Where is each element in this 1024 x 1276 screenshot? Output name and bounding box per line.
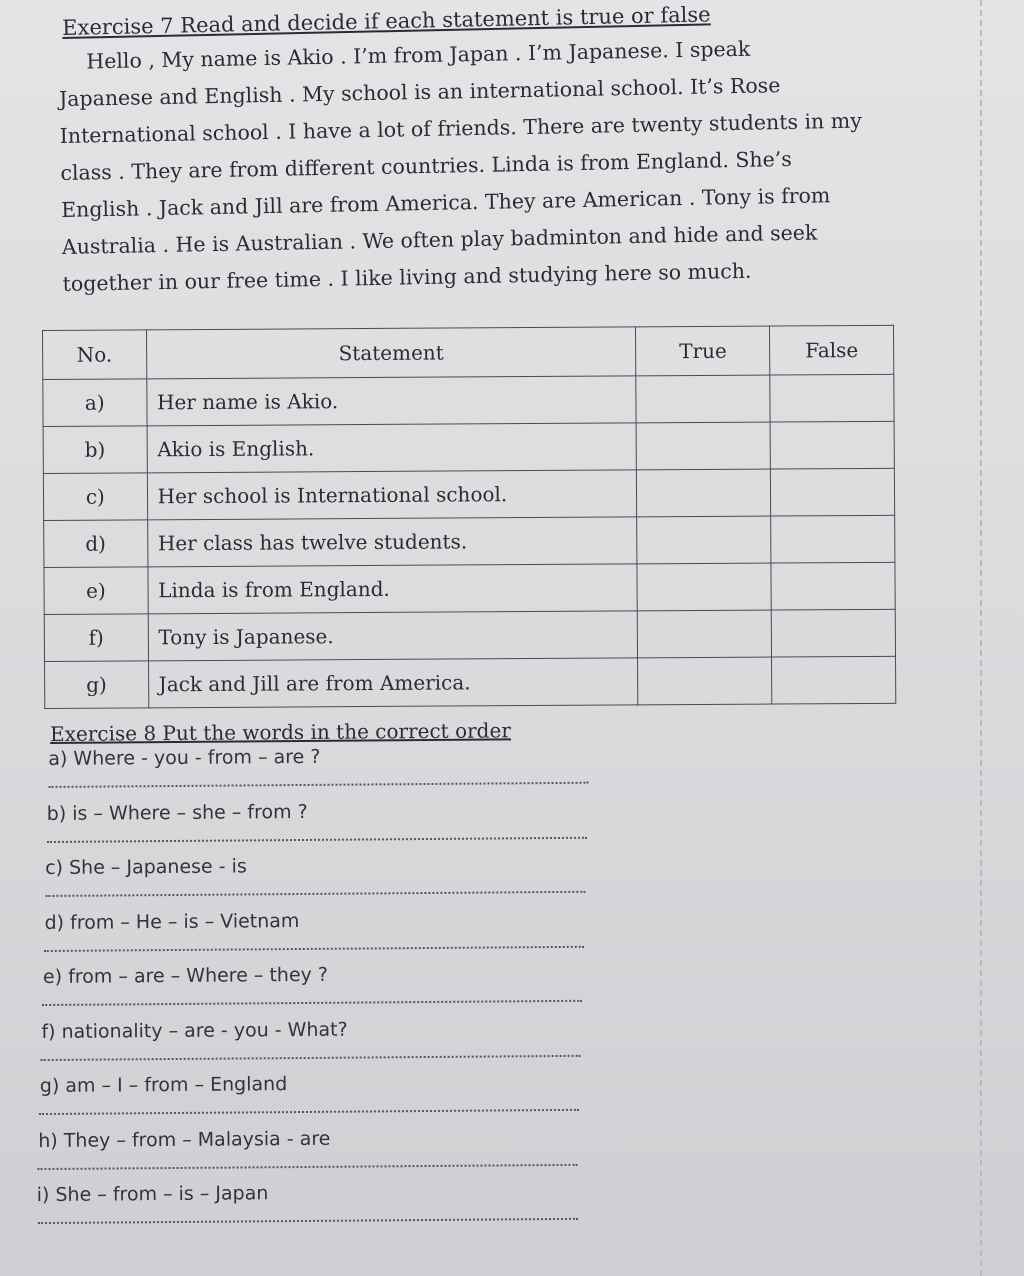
passage-line: Japanese and English . My school is an international school. It’s Rose bbox=[58, 73, 781, 111]
row-statement: Akio is English. bbox=[147, 423, 637, 473]
passage-line: Australia . He is Australian . We often play badminton and hide and seek bbox=[61, 220, 818, 259]
answer-line[interactable] bbox=[37, 1163, 577, 1169]
reorder-item bbox=[38, 1124, 514, 1182]
row-statement: Her name is Akio. bbox=[146, 376, 636, 426]
reorder-words: i) She – from – is – Japan bbox=[36, 1182, 269, 1207]
false-answer-cell[interactable] bbox=[772, 656, 896, 704]
row-statement: Her class has twelve students. bbox=[147, 517, 637, 567]
table-row bbox=[45, 656, 896, 708]
reorder-item bbox=[42, 960, 513, 1018]
header-no: No. bbox=[43, 330, 147, 380]
row-number: e) bbox=[44, 567, 148, 615]
row-number: d) bbox=[44, 520, 148, 568]
false-answer-cell[interactable] bbox=[771, 515, 895, 563]
reading-passage bbox=[58, 28, 893, 303]
row-statement: Jack and Jill are from America. bbox=[148, 658, 638, 708]
false-answer-cell[interactable] bbox=[770, 374, 894, 422]
true-answer-cell[interactable] bbox=[638, 657, 772, 705]
table-row bbox=[44, 609, 895, 661]
false-answer-cell[interactable] bbox=[771, 468, 895, 516]
false-answer-cell[interactable] bbox=[771, 562, 895, 610]
passage-line: class . They are from different countries. Linda is from England. She’s bbox=[60, 146, 793, 185]
header-false: False bbox=[770, 325, 894, 375]
row-number: g) bbox=[45, 661, 149, 709]
perforated-edge bbox=[980, 0, 996, 1276]
reorder-words: b) is – Where – she – from ? bbox=[46, 800, 308, 825]
table-row bbox=[43, 468, 894, 520]
true-answer-cell[interactable] bbox=[637, 516, 771, 564]
header-true: True bbox=[636, 326, 770, 376]
passage-line: International school . I have a lot of friends. There are twenty students in my bbox=[59, 108, 863, 148]
answer-line[interactable] bbox=[45, 891, 585, 897]
true-answer-cell[interactable] bbox=[638, 610, 772, 658]
exercise7-title: Exercise 7 Read and decide if each statement is true or false bbox=[62, 2, 711, 40]
reorder-item bbox=[36, 1178, 515, 1236]
true-false-table bbox=[42, 325, 896, 709]
answer-line[interactable] bbox=[47, 836, 587, 842]
exercise8-title: Exercise 8 Put the words in the correct order bbox=[49, 718, 511, 746]
reorder-words: c) She – Japanese - is bbox=[45, 855, 247, 880]
reorder-item bbox=[46, 742, 511, 800]
reorder-words: e) from – are – Where – they ? bbox=[42, 963, 329, 989]
reorder-item bbox=[47, 851, 512, 909]
passage-line: Hello , My name is Akio . I’m from Japan . I’m Japanese. I speak bbox=[86, 36, 751, 74]
true-answer-cell[interactable] bbox=[637, 469, 771, 517]
answer-line[interactable] bbox=[49, 782, 589, 788]
row-number: a) bbox=[43, 379, 147, 427]
answer-line[interactable] bbox=[44, 945, 584, 951]
true-answer-cell[interactable] bbox=[637, 422, 771, 470]
table-row bbox=[43, 421, 894, 473]
table-row bbox=[44, 562, 895, 614]
false-answer-cell[interactable] bbox=[771, 609, 895, 657]
reorder-words: g) am – I – from – England bbox=[39, 1073, 288, 1098]
header-statement: Statement bbox=[146, 327, 636, 379]
answer-line[interactable] bbox=[39, 1109, 579, 1115]
reorder-words: a) Where - you - from – are ? bbox=[48, 745, 321, 770]
reorder-item bbox=[47, 797, 512, 855]
row-statement: Linda is from England. bbox=[148, 564, 638, 614]
reorder-words: f) nationality – are - you - What? bbox=[41, 1018, 348, 1043]
table-row bbox=[44, 515, 895, 567]
reorder-words: d) from – He – is – Vietnam bbox=[44, 909, 300, 934]
row-number: b) bbox=[43, 426, 147, 474]
row-statement: Tony is Japanese. bbox=[148, 611, 638, 661]
reorder-item bbox=[41, 1015, 513, 1073]
reorder-item bbox=[44, 906, 512, 964]
true-answer-cell[interactable] bbox=[637, 563, 771, 611]
row-number: f) bbox=[44, 614, 148, 662]
answer-line[interactable] bbox=[41, 1054, 581, 1060]
passage-line: English . Jack and Jill are from America. They are American . Tony is from bbox=[60, 183, 831, 222]
false-answer-cell[interactable] bbox=[770, 421, 894, 469]
row-number: c) bbox=[43, 473, 147, 521]
passage-line: together in our free time . I like living and studying here so much. bbox=[62, 258, 752, 296]
table-header-row bbox=[43, 325, 894, 379]
reorder-item bbox=[39, 1069, 514, 1127]
true-answer-cell[interactable] bbox=[636, 375, 770, 423]
table-row bbox=[43, 374, 894, 426]
exercise8-section bbox=[36, 718, 515, 1236]
row-statement: Her school is International school. bbox=[147, 470, 637, 520]
answer-line[interactable] bbox=[38, 1218, 578, 1224]
reorder-words: h) They – from – Malaysia - are bbox=[38, 1127, 331, 1152]
answer-line[interactable] bbox=[42, 1000, 582, 1006]
